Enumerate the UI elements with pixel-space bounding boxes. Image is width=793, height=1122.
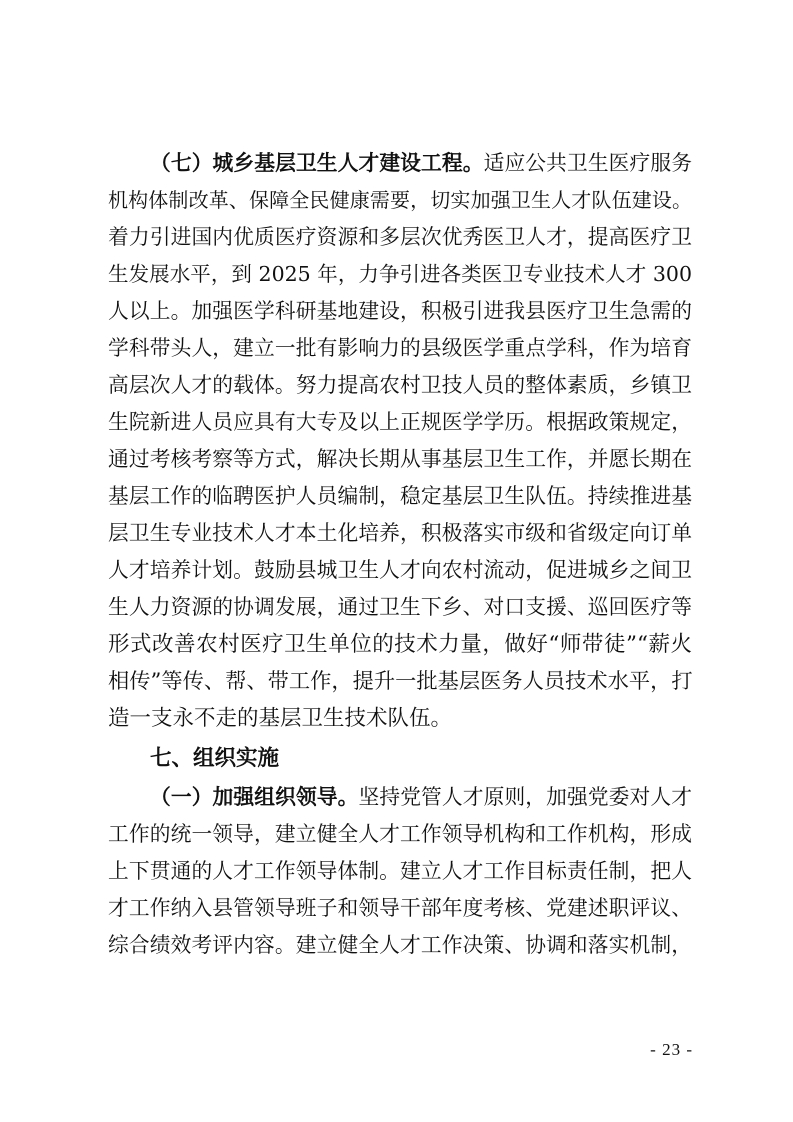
paragraph-line: 机构体制改革、保障全民健康需要，切实加强卫生人才队伍建设。 bbox=[108, 188, 692, 212]
subsection-heading: （一）加强组织领导。 bbox=[150, 785, 359, 809]
paragraph-line: 相传”等传、帮、带工作，提升一批基层医务人员技术水平，打 bbox=[108, 669, 693, 694]
paragraph-line: 着力引进国内优质医疗资源和多层次优秀医卫人才，提高医疗卫 bbox=[108, 225, 692, 249]
paragraph-line: 上下贯通的人才工作领导体制。建立人才工作目标责任制，把人 bbox=[108, 859, 692, 883]
paragraph-text: 坚持党管人才原则，加强党委对人才 bbox=[358, 785, 692, 809]
paragraph-line: 综合绩效考评内容。建立健全人才工作决策、协调和落实机制， bbox=[108, 933, 692, 957]
paragraph-line: 生院新进人员应具有大专及以上正规医学学历。根据政策规定， bbox=[108, 410, 692, 434]
chapter-heading: 七、组织实施 bbox=[150, 746, 280, 771]
page-number: - 23 - bbox=[650, 1040, 693, 1059]
paragraph-line: 学科带头人，建立一批有影响力的县级医学重点学科，作为培育 bbox=[108, 336, 692, 360]
paragraph-line: 生发展水平，到 2025 年，力争引进各类医卫专业技术人才 300 bbox=[108, 262, 692, 286]
paragraph-line: 人才培养计划。鼓励县城卫生人才向农村流动，促进城乡之间卫 bbox=[108, 558, 692, 582]
paragraph-line: 形式改善农村医疗卫生单位的技术力量，做好“师带徒”“薪火 bbox=[108, 632, 692, 657]
paragraph-line: 高层次人才的载体。努力提高农村卫技人员的整体素质，乡镇卫 bbox=[108, 373, 692, 397]
paragraph-line: 工作的统一领导，建立健全人才工作领导机构和工作机构，形成 bbox=[108, 822, 692, 846]
paragraph-line: 层卫生专业技术人才本土化培养，积极落实市级和省级定向订单 bbox=[108, 521, 692, 545]
paragraph-line: 人以上。加强医学科研基地建设，积极引进我县医疗卫生急需的 bbox=[108, 299, 692, 323]
paragraph-line: 生人力资源的协调发展，通过卫生下乡、对口支援、巡回医疗等 bbox=[108, 595, 692, 619]
paragraph-line bbox=[150, 779, 692, 816]
paragraph-line bbox=[150, 145, 692, 182]
paragraph-line: 才工作纳入县管领导班子和领导干部年度考核、党建述职评议、 bbox=[108, 896, 692, 920]
paragraph-line: 通过考核考察等方式，解决长期从事基层卫生工作，并愿长期在 bbox=[108, 447, 692, 471]
paragraph-line: 基层工作的临聘医护人员编制，稳定基层卫生队伍。持续推进基 bbox=[108, 484, 692, 508]
subsection-heading: （七）城乡基层卫生人才建设工程。 bbox=[150, 151, 484, 175]
paragraph-text: 适应公共卫生医疗服务 bbox=[483, 151, 692, 175]
paragraph-line: 造一支永不走的基层卫生技术队伍。 bbox=[108, 706, 453, 731]
